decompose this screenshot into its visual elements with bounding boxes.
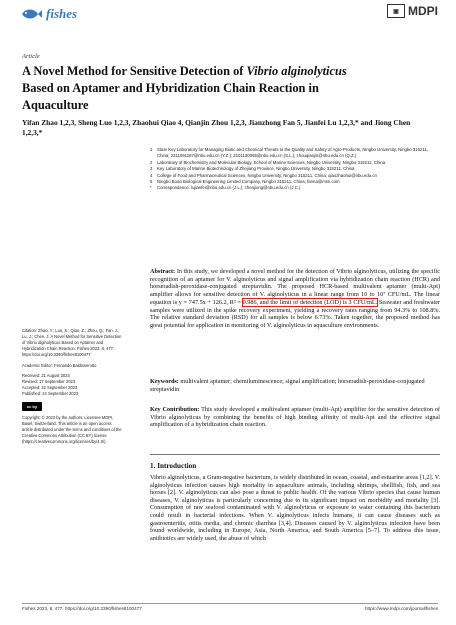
academic-editor: Academic Editor: Fernando Baldisserotto: [22, 362, 97, 368]
cc-by-icon: cc by: [22, 402, 42, 411]
footer: [22, 606, 438, 611]
affiliations: [150, 147, 440, 192]
affiliation-3: 3 Key Laboratory of Marine Biotechnology of Zhejiang Province, Ningbo University, Ningbo 315211, China: [150, 166, 355, 172]
footer-citation[interactable]: Fishes 2023, 8, 477. https://doi.org/10.3390/fishes8100477: [22, 606, 142, 611]
abstract-text-1: In this study, we developed a novel method for the detection of Vibrio alginolyticus, utilizing the specific recognition of an aptamer for V. alginolyticus and signal amplification via hybridization chain reaction (HCR) and horseradish-peroxidase-conjugated streptavidin. The proposed HCR-based multivalent aptamer (multi-Apt) amplifier allows for sensitive detection of V. alginolyticus in a linear range from 10 to 10⁷ CFU/mL. The linear equation is y = 747.5x + 126.2, R² =: [150, 268, 440, 306]
footer-journal-link[interactable]: https://www.mdpi.com/journal/fishes: [364, 606, 438, 611]
paper-title: A Novel Method for Sensitive Detection of Vibrio alginolyticus Based on Aptamer and Hybridization Chain Reaction in Aquaculture: [22, 64, 347, 112]
published-date: Published: 24 September 2023: [22, 391, 79, 397]
publisher-logo: [387, 4, 438, 18]
abstract-highlight: 0.986, and the limit of detection (LOD) is 3 CFU/mL.: [242, 298, 378, 306]
key-contribution-label: Key Contribution:: [150, 406, 200, 413]
intro-heading: 1. Introduction: [150, 462, 197, 470]
section-divider: [150, 454, 440, 455]
keywords-text: multivalent aptamer; chemiluminescence; signal amplification; horseradish-peroxidase-conjugated streptavidin: [150, 378, 425, 393]
correspondence: * Correspondence: lujianfei@nbu.edu.cn (J.L.); chenjiong@nbu.edu.cn (J.C.): [150, 185, 301, 191]
journal-name: fishes: [46, 6, 78, 21]
affiliation-4: 4 College of Food and Pharmaceutical Sciences, Ningbo University, Ningbo 315211, China; qiaozhaohui@nbu.edu.cn: [150, 172, 377, 178]
fish-logo-icon: [20, 7, 42, 21]
abstract-label: Abstract:: [150, 268, 176, 275]
author-list: Yifan Zhao 1,2,3, Sheng Luo 1,2,3, Zhaohui Qiao 4, Qianjin Zhou 1,2,3, Jianzhong Fan 5, Jianfei Lu 1,2,3,* and Jiong Chen 1,2,3,*: [22, 118, 411, 137]
accepted-date: Accepted: 22 September 2023: [22, 385, 78, 391]
publisher-name: MDPI: [408, 4, 438, 18]
abstract-text-2: Seawater and freshwater samples were utilized in the spike recovery experiment, yielding a recovery rates ranging from 94.3% to 108.8%. The relative standard deviation (RSD) for all samples is below 6.73%. Taken together, the proposed method has great potential for application in monitoring of V. alginolyticus in aquaculture environments.: [150, 298, 441, 329]
received-date: Received: 21 August 2023: [22, 373, 70, 379]
affiliation-2: 2 Laboratory of Biochemistry and Molecular Biology, School of Marine Sciences, Ningbo University, Ningbo 315211, China: [150, 159, 386, 165]
article-type: Article: [22, 53, 40, 60]
copyright: Copyright: © 2023 by the authors. Licensee MDPI, Basel, Switzerland. This article is an open access article distributed under the terms and conditions of the Creative Commons Attribution (CC BY) license (https://creativecommons.org/licenses/by/4.0/).: [22, 415, 122, 444]
key-contribution: [150, 406, 440, 429]
citation: Citation: Zhao, Y.; Luo, S.; Qiao, Z.; Zhou, Q.; Fan, J.; Lu, J.; Chen, J. A Novel Method for Sensitive Detection of Vibrio alginolyticus Based on Aptamer and Hybridization Chain Reaction. Fishes 2023, 8, 477. https://doi.org/10.3390/fishes8100477: [22, 328, 122, 357]
affiliation-5: 5 Ningbo Boao Biological Engineering Limited Company, Ningbo 315211, China; fanna@msn.com: [150, 179, 340, 185]
footer-rule: [22, 603, 438, 604]
sidebar: [22, 328, 122, 445]
keywords-label: Keywords:: [150, 378, 179, 385]
keywords: [150, 378, 440, 393]
cc-license-badge[interactable]: [22, 402, 122, 411]
mdpi-box-icon: ▣: [387, 4, 405, 18]
journal-logo: [20, 6, 77, 22]
affiliation-1: 1 State Key Laboratory for Managing Biotic and Chemical Threats to the Quality and Safety of Agro-Products, Ningbo University, Ningbo 315211, China; 2311091187@nbu.edu.cn (Y.Z.); 2101130065@nbu.edu.cn (S.L.); zhouqianjin@nbu.edu.cn (Q.Z.): [150, 147, 429, 159]
abstract: [150, 268, 440, 330]
intro-text: Vibrio alginolyticus, a Gram-negative bacterium, is widely distributed in ocean, coastal, and estuarine areas [1,2]. V. alginolyticus infection causes high mortality in aquaculture animals, including shrimps, shellfish, fish, and sea horses [2]. V. alginolyticus can also pose a threat to public health. Of the various Vibrio species that cause human diseases, V. alginolyticus is particularly concerning due to its significant impact on morbidity and mortality [3]. Consumption of raw seafood contaminated with V. alginolyticus or exposure to water containing this bacterium could result in bacterial infections. When V. alginolyticus infects humans, it can cause diseases such as gastroenteritis, otitis media, and chronic diarrhea [3,4]. Diseases caused by V. alginolyticus infection have been found worldwide, including in Europe, Asia, North America, and South America [5–7]. To address this issue, antibiotics are widely used, the abuse of which: [150, 474, 440, 542]
revised-date: Revised: 17 September 2023: [22, 379, 76, 385]
key-contribution-text: This study developed a multivalent aptamer (multi-Apt) amplifier for the sensitive detection of Vibrio alginolyticus by combining the benefits of high binding affinity of multi-Apt and the effective signal amplification of a hybridization chain reaction.: [150, 406, 440, 429]
